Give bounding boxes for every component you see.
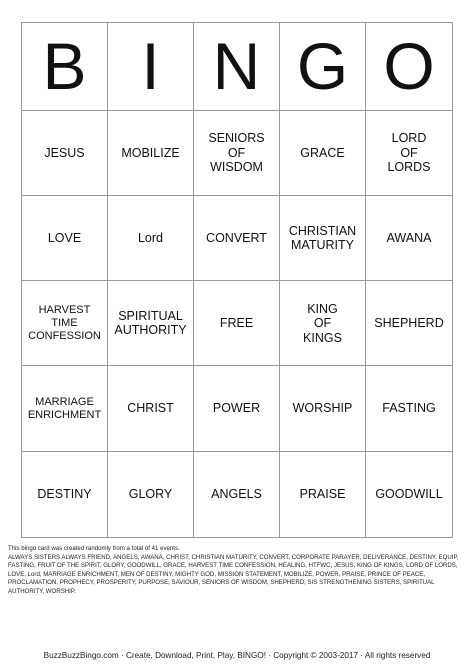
bingo-cell: SENIORS OF WISDOM <box>194 111 280 196</box>
bingo-cell: ANGELS <box>194 452 280 537</box>
bingo-cell: HARVEST TIME CONFESSION <box>22 281 108 366</box>
bingo-cell: GOODWILL <box>375 487 443 502</box>
bingo-cell: PRAISE <box>280 452 366 537</box>
header-letter-g: G <box>280 23 366 111</box>
bingo-cell: CHRIST <box>108 366 194 451</box>
bingo-cell: FREE <box>194 281 280 366</box>
header-letter-b: B <box>22 23 108 111</box>
bingo-cell: GLORY <box>108 452 194 537</box>
bingo-cell: GRACE <box>280 111 366 196</box>
card-description <box>8 545 468 597</box>
header-letter-o: O <box>366 23 452 111</box>
bingo-cell: LORD OF LORDS <box>366 111 452 196</box>
bingo-card <box>21 22 453 538</box>
bingo-cell: SHEPHERD <box>366 281 452 366</box>
bingo-cell: SPIRITUAL AUTHORITY <box>108 281 194 366</box>
bingo-cell: LOVE <box>22 196 108 281</box>
bingo-cell: MOBILIZE <box>108 111 194 196</box>
header-letter-i: I <box>108 23 194 111</box>
bingo-cell: POWER <box>194 366 280 451</box>
bingo-cell: MARRIAGE ENRICHMENT <box>22 366 108 451</box>
bingo-cell: FASTING <box>366 366 452 451</box>
card-intro-text: This bingo card was created randomly from a total of 41 events. <box>8 545 180 552</box>
bingo-cell: CHRISTIAN MATURITY <box>280 196 366 281</box>
bingo-cell: DESTINY <box>22 452 108 537</box>
bingo-cell: KING OF KINGS <box>280 281 366 366</box>
bingo-cell: WORSHIP <box>280 366 366 451</box>
bingo-cell: Lord <box>108 196 194 281</box>
header-letter-n: N <box>194 23 280 111</box>
event-list-text: ALWAYS SISTERS ALWAYS FRIEND, ANGELS, AWANA, CHRIST, CHRISTIAN MATURITY, CONVERT, CORPORATE PARAYER, DELIVERANCE, DESTINY, EQUIP, FASTING, FRUIT OF THE SPIRIT, GLORY, GOODWILL, GRACE, HARVEST TIME CONFESSION, HEALING, HTFWC, JESUS, KING OF KINGS, LORD OF LORDS, LOVE, Lord, MARRIAGE ENRICHMENT, MEN OF DESTINY, MIGHTY GOD, MISSION STATEMENT, MOBILIZE, POWER, PRAISE, PRINCE OF PEACE, PROCLAMATION, PROPHECY, PROSPERITY, PURPOSE, SAVIOUR, SENIORS OF WISDOM, SHEPHERD, SIS STRENGTHENING SISTERS, SPIRITUAL AUTHORITY, WORSHIP. <box>8 553 459 595</box>
bingo-cell: JESUS <box>22 111 108 196</box>
copyright-footer: BuzzBuzzBingo.com · Create, Download, Print, Play, BINGO! · Copyright © 2003-2017 · All rights reserved <box>43 651 431 660</box>
bingo-cell: CONVERT <box>194 196 280 281</box>
bingo-cell: AWANA <box>366 196 452 281</box>
